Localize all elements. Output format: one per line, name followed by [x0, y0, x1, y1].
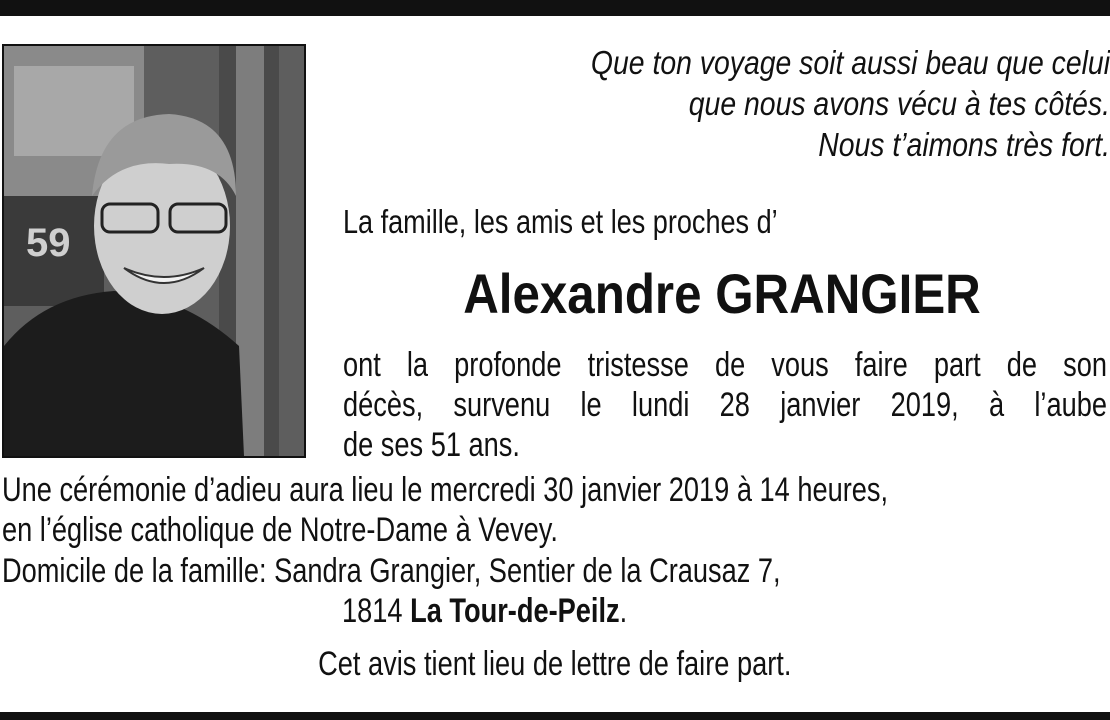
ceremony-line-2: en l’église catholique de Notre-Dame à Vevey.: [2, 511, 558, 549]
body-word: de: [714, 346, 746, 384]
footer-text: Cet avis tient lieu de lettre de faire part.: [318, 645, 792, 683]
body-word: à: [988, 386, 1005, 424]
portrait-photo: [2, 44, 306, 458]
body-word: janvier: [780, 386, 861, 424]
footer-note: [0, 644, 1110, 684]
photo-overlay-number: 59: [26, 221, 71, 265]
body-word: 2019,: [890, 386, 959, 424]
quote-line: Que ton voyage soit aussi beau que celui: [590, 44, 1110, 81]
family-domicile: [2, 551, 781, 631]
bottom-rule: [0, 712, 1110, 720]
domicile-label: Domicile de la famille:: [2, 552, 267, 590]
body-word: faire: [854, 346, 908, 384]
body-word: lundi: [631, 386, 690, 424]
intro-text: La famille, les amis et les proches d’: [343, 203, 778, 240]
portrait-image: [4, 46, 304, 456]
body-word: part: [933, 346, 981, 384]
quote-line: que nous avons vécu à tes côtés.: [688, 85, 1110, 122]
top-rule: [0, 0, 1110, 16]
body-word: la: [406, 346, 429, 384]
body-word: de: [1006, 346, 1038, 384]
body-word: décès,: [343, 386, 424, 424]
quote-line: Nous t’aimons très fort.: [818, 126, 1110, 163]
body-line-3: de ses 51 ans.: [343, 426, 520, 464]
body-line-2: [343, 385, 1107, 425]
domicile-line-1: [2, 551, 781, 591]
deceased-name: Alexandre GRANGIER: [463, 262, 981, 325]
domicile-line-2: [2, 591, 781, 631]
body-word: vous: [771, 346, 829, 384]
body-line-1: [343, 345, 1107, 385]
domicile-suffix: .: [619, 592, 628, 630]
ceremony-info: [2, 470, 888, 550]
body-word: le: [580, 386, 602, 424]
announcement-body: [343, 345, 1107, 465]
body-word: 28: [719, 386, 750, 424]
body-word: tristesse: [587, 346, 689, 384]
body-word: ont: [343, 346, 381, 384]
domicile-postcode: 1814: [342, 592, 403, 630]
body-word: l’aube: [1034, 386, 1107, 424]
domicile-address: Sandra Grangier, Sentier de la Crausaz 7,: [274, 552, 781, 590]
domicile-town: La Tour-de-Peilz: [410, 592, 620, 630]
body-word: profonde: [454, 346, 562, 384]
body-word: son: [1063, 346, 1107, 384]
body-word: survenu: [453, 386, 551, 424]
farewell-quote: [456, 42, 1110, 165]
ceremony-line-1: Une cérémonie d’adieu aura lieu le mercredi 30 janvier 2019 à 14 heures,: [2, 471, 889, 509]
